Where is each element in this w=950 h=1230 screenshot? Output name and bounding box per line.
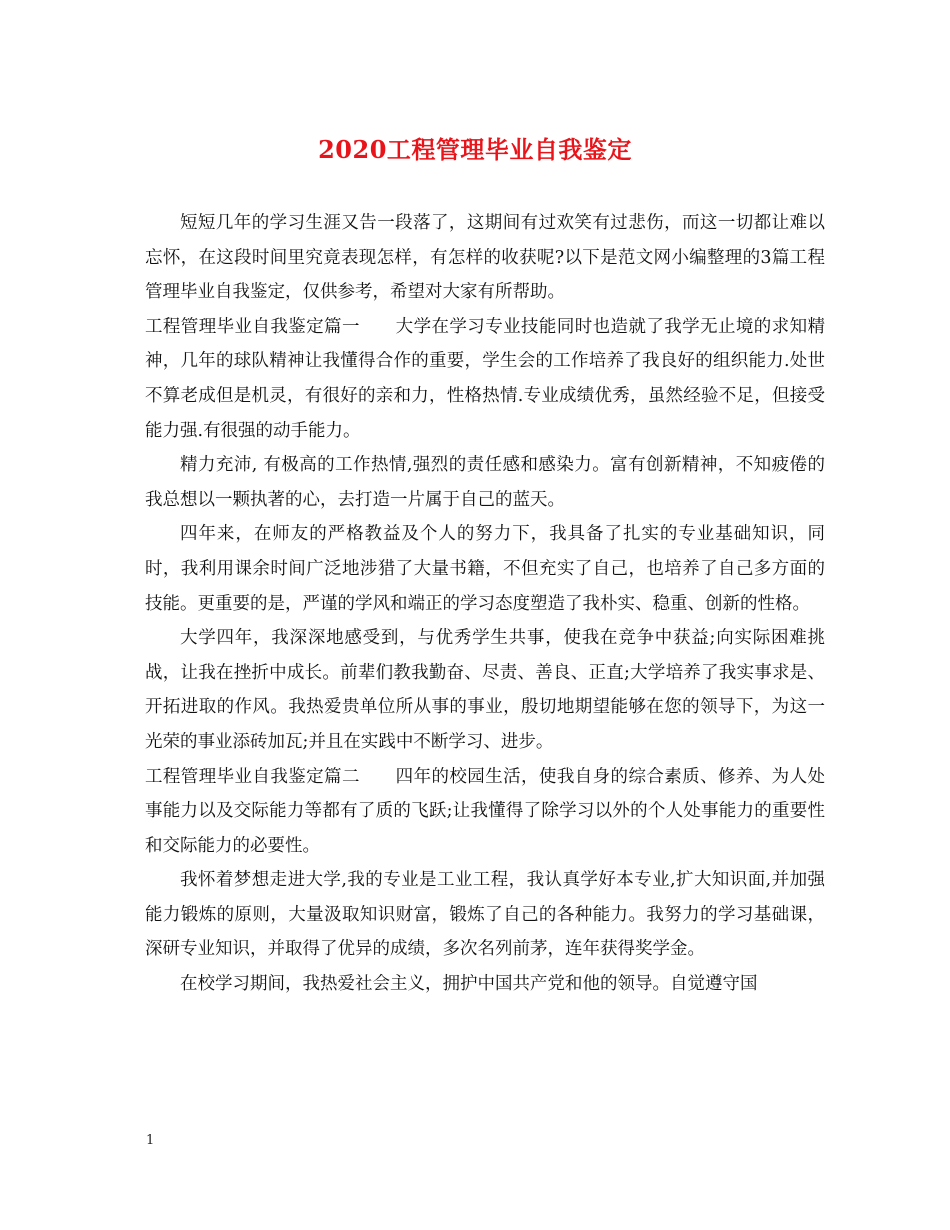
page-number: 1 <box>146 1133 155 1148</box>
paragraph: 我怀着梦想走进大学,我的专业是工业工程，我认真学好本专业,扩大知识面,并加强能力锻炼的原则，大量汲取知识财富，锻炼了自己的各种能力。我努力的学习基础课，深研专业知识，并取得了优异的成绩，多次名列前茅，连年获得奖学金。 <box>145 870 825 960</box>
document-body <box>145 206 825 1002</box>
paragraph: 四年来，在师友的严格教益及个人的努力下，我具备了扎实的专业基础知识，同时，我利用课余时间广泛地涉猎了大量书籍，不但充实了自己，也培养了自己多方面的技能。更重要的是，严谨的学风和端正的学习态度塑造了我朴实、稳重、创新的性格。 <box>145 524 825 614</box>
paragraph-section-two: 工程管理毕业自我鉴定篇二 四年的校园生活，使我自身的综合素质、修养、为人处事能力以及交际能力等都有了质的飞跃;让我懂得了除学习以外的个人处事能力的重要性和交际能力的必要性。 <box>145 766 825 856</box>
document-title: 2020工程管理毕业自我鉴定 <box>318 135 632 164</box>
paragraph-section-one: 工程管理毕业自我鉴定篇一 大学在学习专业技能同时也造就了我学无止境的求知精神，几年的球队精神让我懂得合作的重要，学生会的工作培养了我良好的组织能力.处世不算老成但是机灵，有很好的亲和力，性格热情.专业成绩优秀，虽然经验不足，但接受能力强.有很强的动手能力。 <box>145 316 825 441</box>
paragraph: 大学四年，我深深地感受到，与优秀学生共事，使我在竞争中获益;向实际困难挑战，让我在挫折中成长。前辈们教我勤奋、尽责、善良、正直;大学培养了我实事求是、开拓进取的作风。我热爱贵单位所从事的事业，殷切地期望能够在您的领导下，为这一光荣的事业添砖加瓦;并且在实践中不断学习、进步。 <box>145 628 825 752</box>
paragraph: 在校学习期间，我热爱社会主义，拥护中国共产党和他的领导。自觉遵守国 <box>180 974 758 995</box>
paragraph-intro: 短短几年的学习生涯又告一段落了，这期间有过欢笑有过悲伤，而这一切都让难以忘怀，在这段时间里究竟表现怎样，有怎样的收获呢?以下是范文网小编整理的3篇工程管理毕业自我鉴定，仅供参考，希望对大家有所帮助。 <box>145 213 825 303</box>
paragraph: 精力充沛, 有极高的工作热情,强烈的责任感和感染力。富有创新精神，不知疲倦的我总想以一颗执著的心，去打造一片属于自己的蓝天。 <box>145 455 825 510</box>
